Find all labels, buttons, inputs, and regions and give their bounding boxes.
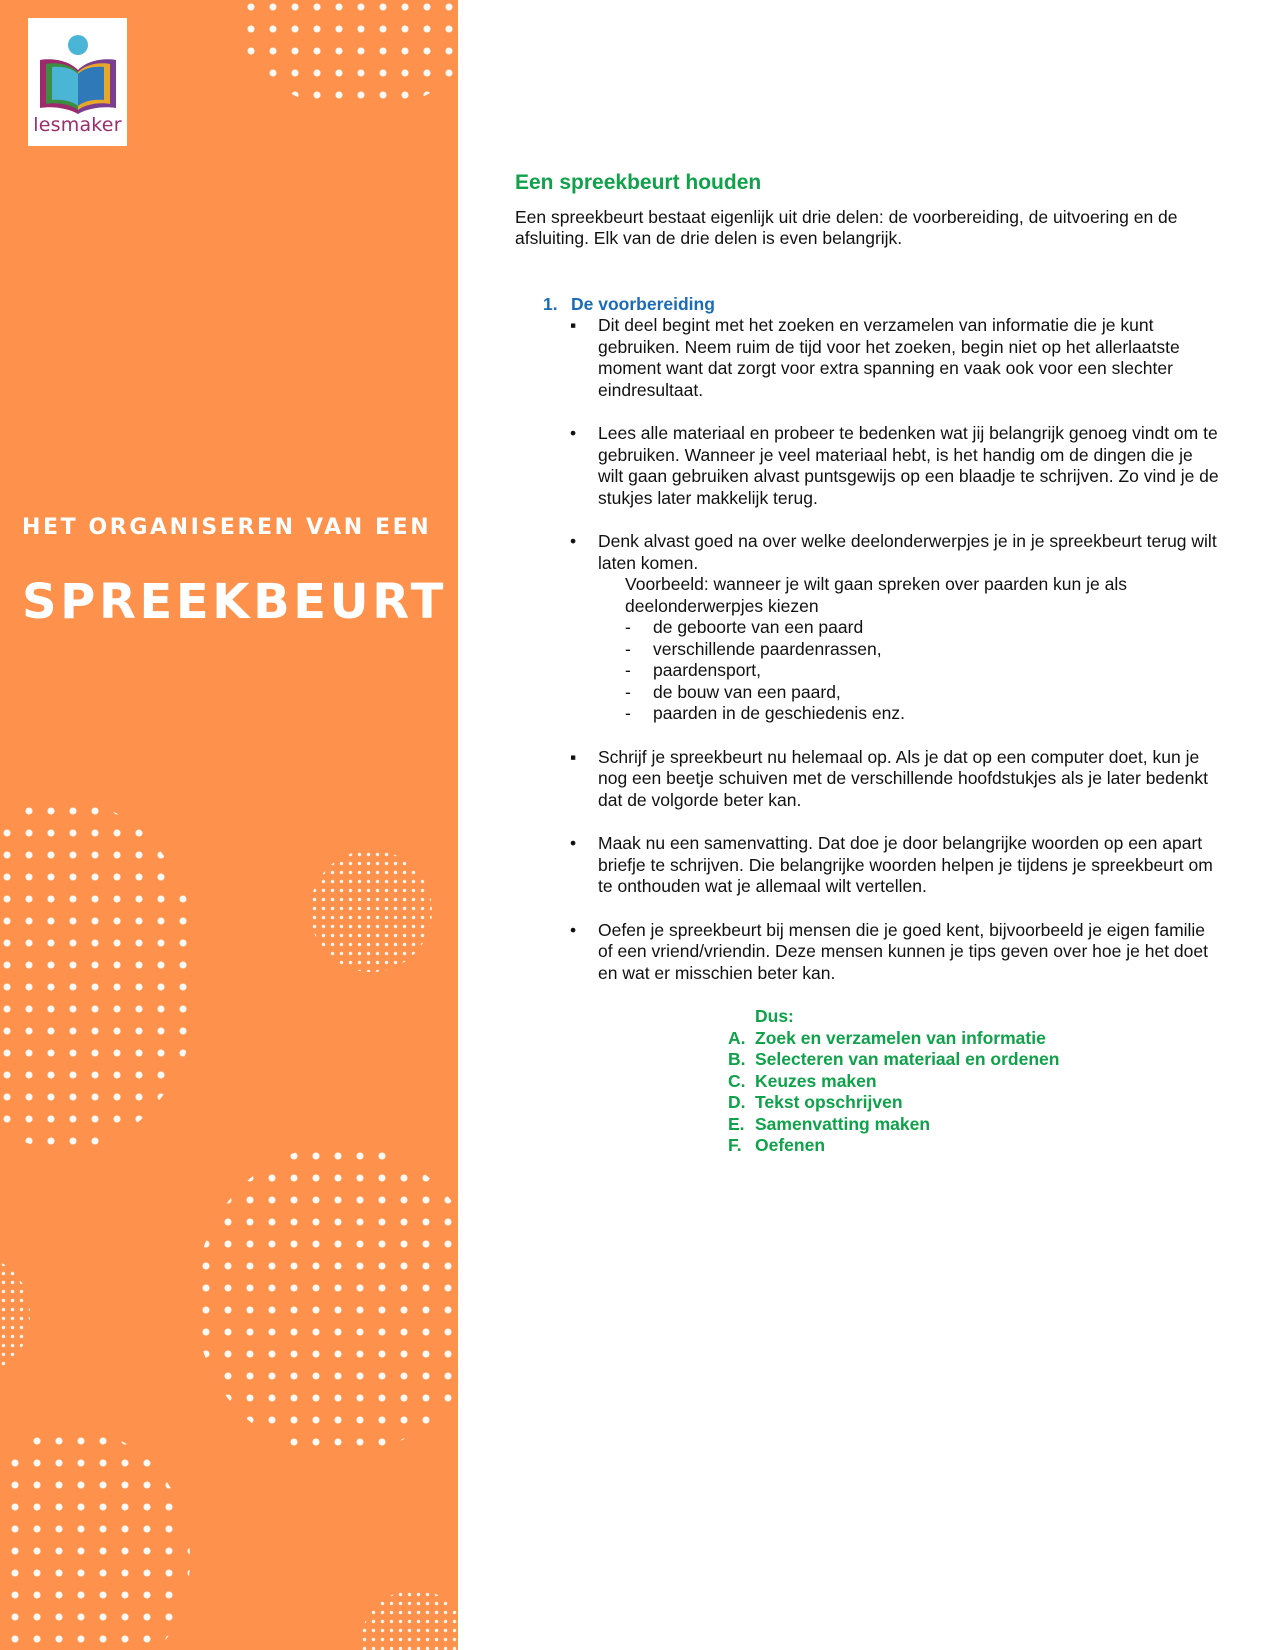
sub-list-item-text: paardensport, xyxy=(653,660,761,680)
bullet-marker: • xyxy=(570,531,577,551)
cover-sidebar xyxy=(0,0,458,1650)
intro-paragraph: Een spreekbeurt bestaat eigenlijk uit drie delen: de voorbereiding, de uitvoering en de afsluiting. Elk van de drie delen is even belangrijk. xyxy=(515,206,1178,248)
summary-item xyxy=(728,1092,1220,1114)
bullet-marker: ▪ xyxy=(570,746,577,767)
summary-item xyxy=(728,1071,1220,1093)
sub-list-item-text: paarden in de geschiedenis enz. xyxy=(653,703,905,723)
sub-list-item-text: de geboorte van een paard xyxy=(653,617,864,637)
sub-list-item-text: de bouw van een paard, xyxy=(653,681,841,702)
list-item-text: Schrijf je spreekbeurt nu helemaal op. Als je dat op een computer doet, kun je nog een beetje schuiven met de verschillende hoofdstukjes als je later bedenkt dat de volgorde beter kan. xyxy=(598,746,1208,810)
summary-text: Selecteren van materiaal en ordenen xyxy=(755,1049,1060,1069)
summary-item xyxy=(728,1114,1220,1136)
document-body xyxy=(515,172,1220,1157)
sub-list-item: - de bouw van een paard, xyxy=(625,681,841,702)
list-item-text: Denk alvast goed na over welke deelonderwerpjes je in je spreekbeurt terug wilt laten komen. xyxy=(598,531,1217,573)
sub-list-item: - verschillende paardenrassen, xyxy=(625,638,882,659)
summary-letter: A. xyxy=(728,1027,746,1048)
cover-title: SPREEKBEURT xyxy=(22,574,447,630)
dot-pattern-bottom xyxy=(0,1430,190,1650)
book-reader-icon xyxy=(34,28,122,114)
summary-text: Oefenen xyxy=(755,1135,826,1155)
list-item xyxy=(515,315,1220,401)
example-text: Voorbeeld: wanneer je wilt gaan spreken over paarden kun je als deelonderwerpjes kiezen xyxy=(625,574,1127,616)
bullet-list xyxy=(515,315,1220,984)
list-item xyxy=(515,920,1220,985)
sub-list-item: - de geboorte van een paard xyxy=(625,617,864,637)
bullet-marker: • xyxy=(570,919,577,940)
sub-list-item: - paarden in de geschiedenis enz. xyxy=(625,703,905,723)
list-item-text: Lees alle materiaal en probeer te bedenken wat jij belangrijk genoeg vindt om te gebruiken. Wanneer je veel materiaal hebt, is het handig om de dingen die je wilt gaan gebruiken alvast puntsgewijs op een blaadje te schrijven. Zo vind je de stukjes later makkelijk terug. xyxy=(598,423,1219,508)
cover-subtitle: HET ORGANISEREN VAN EEN xyxy=(22,515,432,540)
summary-item xyxy=(728,1049,1220,1071)
summary-letter: F. xyxy=(728,1135,742,1155)
bullet-marker: • xyxy=(570,833,577,853)
dot-pattern-right xyxy=(195,1145,458,1455)
document-title: Een spreekbeurt houden xyxy=(515,171,762,194)
section-number: 1. xyxy=(543,293,558,314)
summary-letter: D. xyxy=(728,1092,746,1112)
dot-pattern-small xyxy=(310,850,432,972)
section-title: De voorbereiding xyxy=(571,293,715,314)
sub-list-item-text: verschillende paardenrassen, xyxy=(653,638,882,659)
list-item-text: Maak nu een samenvatting. Dat doe je door belangrijke woorden op een apart briefje te schrijven. Die belangrijke woorden helpen je tijdens je spreekbeurt om te onthouden wat je allemaal wilt vertellen. xyxy=(598,833,1213,896)
list-item xyxy=(515,531,1220,725)
section-heading xyxy=(515,294,1220,316)
lesmaker-logo xyxy=(28,18,127,146)
summary-text: Keuzes maken xyxy=(755,1070,877,1091)
list-item-text: Oefen je spreekbeurt bij mensen die je goed kent, bijvoorbeeld je eigen familie of een vriend/vriendin. Deze mensen kunnen je tips geven over hoe je het doet en wat er misschien beter kan. xyxy=(598,919,1208,983)
bullet-marker: ▪ xyxy=(570,315,577,335)
list-item xyxy=(515,747,1220,812)
summary-text: Zoek en verzamelen van informatie xyxy=(755,1027,1046,1048)
list-item xyxy=(515,423,1220,509)
summary-text: Samenvatting maken xyxy=(755,1113,931,1134)
summary-block xyxy=(728,1006,1220,1157)
list-item-text: Dit deel begint met het zoeken en verzamelen van informatie die je kunt gebruiken. Neem ruim de tijd voor het zoeken, begin niet op het allerlaatste moment want dat zorgt voor extra spanning en vaak ook voor een slechter eindresultaat. xyxy=(598,315,1180,400)
sub-list xyxy=(598,617,1220,725)
dot-pattern-edge xyxy=(0,1260,30,1370)
summary-heading: Dus: xyxy=(755,1006,794,1026)
bullet-marker: • xyxy=(570,423,577,443)
summary-item xyxy=(728,1028,1220,1050)
summary-letter: B. xyxy=(728,1049,746,1069)
summary-letter: C. xyxy=(728,1070,746,1091)
summary-list xyxy=(728,1028,1220,1157)
dot-pattern-top xyxy=(240,0,458,110)
dot-pattern-left xyxy=(0,800,200,1150)
summary-letter: E. xyxy=(728,1113,745,1134)
summary-text: Tekst opschrijven xyxy=(755,1092,903,1112)
logo-text: lesmaker xyxy=(33,114,122,136)
list-item xyxy=(515,833,1220,898)
sub-list-item: - paardensport, xyxy=(625,660,761,680)
summary-item xyxy=(728,1135,1220,1157)
dot-pattern-corner xyxy=(360,1590,458,1650)
